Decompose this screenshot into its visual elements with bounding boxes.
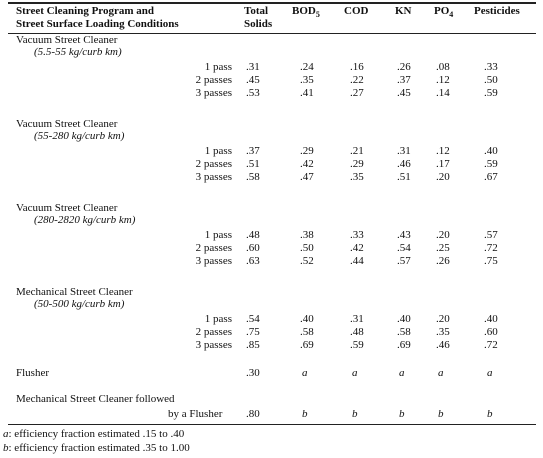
value-kn: .69 — [397, 339, 411, 351]
value-po4: .25 — [436, 242, 450, 254]
group-title: Vacuum Street Cleaner — [16, 202, 118, 214]
value-cod: b — [352, 408, 358, 420]
value-po4: .35 — [436, 326, 450, 338]
value-kn: .54 — [397, 242, 411, 254]
pass-label: 2 passes — [195, 326, 232, 338]
value-cod: .48 — [350, 326, 364, 338]
value-pesticides: .59 — [484, 87, 498, 99]
value-bod5: .52 — [300, 255, 314, 267]
value-pesticides: .33 — [484, 61, 498, 73]
mech-flusher-label-line2: by a Flusher — [168, 408, 223, 420]
value-kn: .51 — [397, 171, 411, 183]
value-cod: a — [352, 367, 358, 379]
value-po4: .20 — [436, 313, 450, 325]
value-kn: .45 — [397, 87, 411, 99]
value-total-solids: .75 — [246, 326, 260, 338]
value-total-solids: .63 — [246, 255, 260, 267]
pass-label: 1 pass — [204, 313, 232, 325]
value-kn: .37 — [397, 74, 411, 86]
value-kn: .40 — [397, 313, 411, 325]
value-cod: .29 — [350, 158, 364, 170]
pass-label: 2 passes — [195, 74, 232, 86]
value-total-solids: .51 — [246, 158, 260, 170]
value-po4: b — [438, 408, 444, 420]
value-po4: .20 — [436, 229, 450, 241]
value-pesticides: .57 — [484, 229, 498, 241]
bottom-rule — [8, 424, 536, 425]
value-bod5: .24 — [300, 61, 314, 73]
pass-label: 1 pass — [204, 61, 232, 73]
flusher-label: Flusher — [16, 367, 49, 379]
value-total-solids: .30 — [246, 367, 260, 379]
pass-label: 2 passes — [195, 242, 232, 254]
group-subtitle: (50-500 kg/curb km) — [34, 298, 125, 310]
value-po4: .14 — [436, 87, 450, 99]
value-pesticides: b — [487, 408, 493, 420]
value-po4: a — [438, 367, 444, 379]
pass-label: 3 passes — [195, 171, 232, 183]
pass-label: 1 pass — [204, 145, 232, 157]
value-po4: .26 — [436, 255, 450, 267]
value-total-solids: .85 — [246, 339, 260, 351]
value-cod: .42 — [350, 242, 364, 254]
group-subtitle: (5.5-55 kg/curb km) — [34, 46, 122, 58]
value-pesticides: .60 — [484, 326, 498, 338]
value-pesticides: .59 — [484, 158, 498, 170]
value-kn: .43 — [397, 229, 411, 241]
value-pesticides: .50 — [484, 74, 498, 86]
group-subtitle: (280-2820 kg/curb km) — [34, 214, 136, 226]
col-header-kn: KN — [395, 5, 412, 17]
group-title: Vacuum Street Cleaner — [16, 118, 118, 130]
value-bod5: a — [302, 367, 308, 379]
value-bod5: .29 — [300, 145, 314, 157]
group-title: Mechanical Street Cleaner — [16, 286, 133, 298]
value-cod: .35 — [350, 171, 364, 183]
value-cod: .44 — [350, 255, 364, 267]
value-pesticides: .40 — [484, 145, 498, 157]
value-pesticides: .40 — [484, 313, 498, 325]
value-cod: .22 — [350, 74, 364, 86]
value-kn: a — [399, 367, 405, 379]
value-total-solids: .80 — [246, 408, 260, 420]
value-bod5: .40 — [300, 313, 314, 325]
value-kn: .58 — [397, 326, 411, 338]
value-po4: .12 — [436, 145, 450, 157]
value-po4: .08 — [436, 61, 450, 73]
col-header-total-solids: Total Solids — [244, 5, 273, 30]
value-cod: .59 — [350, 339, 364, 351]
value-cod: .21 — [350, 145, 364, 157]
pass-label: 3 passes — [195, 339, 232, 351]
value-pesticides: a — [487, 367, 493, 379]
header-program-line2: Street Surface Loading Conditions — [16, 18, 179, 30]
col-header-pesticides: Pesticides — [474, 5, 520, 17]
mech-flusher-label-line1: Mechanical Street Cleaner followed — [16, 393, 175, 405]
pass-label: 1 pass — [204, 229, 232, 241]
value-total-solids: .60 — [246, 242, 260, 254]
col-header-bod5: $BOD_5$ — [292, 5, 320, 20]
value-total-solids: .37 — [246, 145, 260, 157]
value-total-solids: .48 — [246, 229, 260, 241]
top-rule — [8, 2, 536, 4]
value-cod: .16 — [350, 61, 364, 73]
value-total-solids: .45 — [246, 74, 260, 86]
value-pesticides: .72 — [484, 339, 498, 351]
value-cod: .31 — [350, 313, 364, 325]
value-bod5: .47 — [300, 171, 314, 183]
header-program-line1: Street Cleaning Program and — [16, 5, 154, 17]
pass-label: 3 passes — [195, 255, 232, 267]
value-kn: .26 — [397, 61, 411, 73]
value-bod5: .69 — [300, 339, 314, 351]
group-title: Vacuum Street Cleaner — [16, 34, 118, 46]
value-pesticides: .72 — [484, 242, 498, 254]
value-bod5: .42 — [300, 158, 314, 170]
value-po4: .20 — [436, 171, 450, 183]
footnote-a: a: efficiency fraction estimated .15 to .40 — [3, 428, 185, 440]
value-bod5: .41 — [300, 87, 314, 99]
value-kn: .31 — [397, 145, 411, 157]
value-bod5: .35 — [300, 74, 314, 86]
footnote-b: b: efficiency fraction estimated .35 to 1.00 — [3, 442, 190, 454]
value-total-solids: .53 — [246, 87, 260, 99]
col-header-cod: COD — [344, 5, 369, 17]
value-total-solids: .54 — [246, 313, 260, 325]
value-cod: .33 — [350, 229, 364, 241]
value-cod: .27 — [350, 87, 364, 99]
value-kn: b — [399, 408, 405, 420]
value-kn: .46 — [397, 158, 411, 170]
value-po4: .46 — [436, 339, 450, 351]
pass-label: 3 passes — [195, 87, 232, 99]
group-subtitle: (55-280 kg/curb km) — [34, 130, 125, 142]
value-kn: .57 — [397, 255, 411, 267]
value-bod5: .38 — [300, 229, 314, 241]
value-bod5: .50 — [300, 242, 314, 254]
value-po4: .17 — [436, 158, 450, 170]
value-total-solids: .58 — [246, 171, 260, 183]
value-pesticides: .75 — [484, 255, 498, 267]
pass-label: 2 passes — [195, 158, 232, 170]
value-total-solids: .31 — [246, 61, 260, 73]
value-bod5: b — [302, 408, 308, 420]
col-header-po4: $PO_4$ — [434, 5, 454, 20]
value-pesticides: .67 — [484, 171, 498, 183]
value-bod5: .58 — [300, 326, 314, 338]
value-po4: .12 — [436, 74, 450, 86]
